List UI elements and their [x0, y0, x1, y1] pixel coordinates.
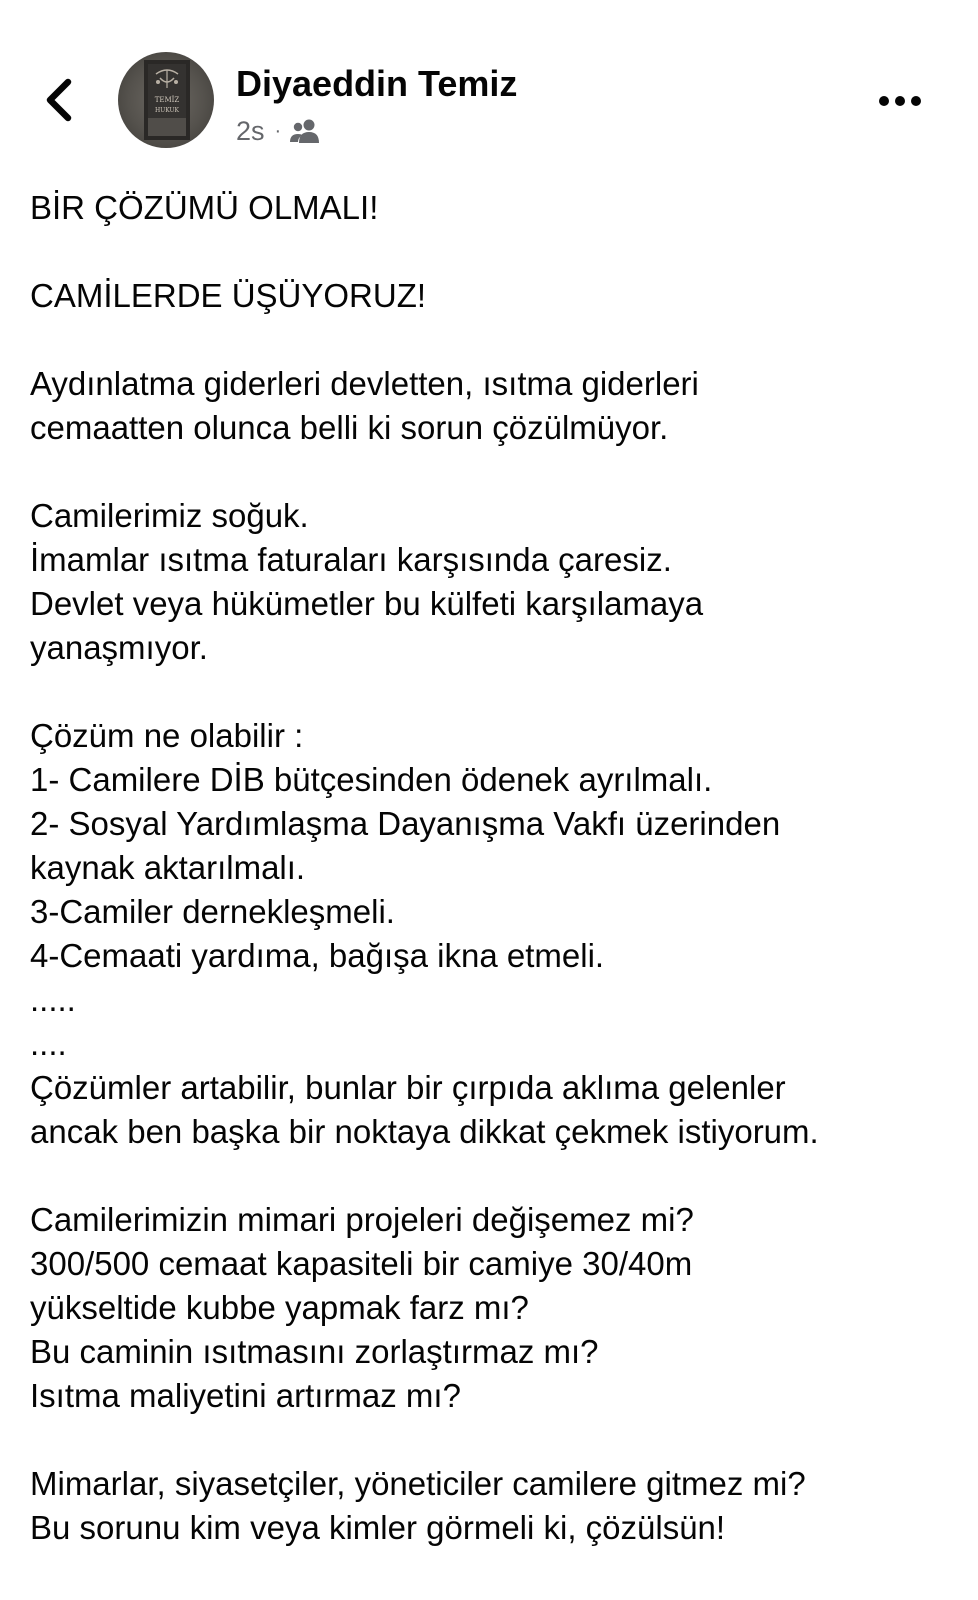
post-line: Bu caminin ısıtmasını zorlaştırmaz mı?	[30, 1333, 599, 1370]
more-options-button[interactable]	[872, 84, 928, 118]
post-line: Çözümler artabilir, bunlar bir çırpıda aklıma gelenler	[30, 1069, 786, 1106]
post-line: Bu sorunu kim veya kimler görmeli ki, çözülsün!	[30, 1509, 726, 1546]
post-line: cemaatten olunca belli ki sorun çözülmüyor.	[30, 409, 669, 446]
post-line: .....	[30, 981, 76, 1018]
post-line: Isıtma maliyetini artırmaz mı?	[30, 1377, 461, 1414]
more-horizontal-icon	[878, 95, 922, 107]
post-line: Camilerimiz soğuk.	[30, 497, 309, 534]
post-text	[30, 186, 960, 1550]
post-line: yükseltide kubbe yapmak farz mı?	[30, 1289, 529, 1326]
post-line: 4-Cemaati yardıma, bağışa ikna etmeli.	[30, 937, 605, 974]
post-line: 3-Camiler dernekleşmeli.	[30, 893, 395, 930]
post-meta	[236, 112, 321, 150]
post-line: BİR ÇÖZÜMÜ OLMALI!	[30, 189, 379, 226]
post-line: İmamlar ısıtma faturaları karşısında çaresiz.	[30, 541, 672, 578]
author-name[interactable]: Diyaeddin Temiz	[236, 63, 518, 104]
chevron-left-icon	[44, 78, 74, 122]
post-line: kaynak aktarılmalı.	[30, 849, 306, 886]
blank-line	[30, 318, 960, 362]
logo-text-bottom: HUKUK	[154, 107, 180, 114]
post-line: Mimarlar, siyasetçiler, yöneticiler camilere gitmez mi?	[30, 1465, 806, 1502]
timestamp[interactable]: 2s	[236, 115, 265, 146]
post-line: ....	[30, 1025, 67, 1062]
logo-text-top: TEMİZ	[154, 96, 180, 104]
post-line: ancak ben başka bir noktaya dikkat çekmek istiyorum.	[30, 1113, 819, 1150]
friends-icon[interactable]	[289, 118, 321, 144]
post-line: CAMİLERDE ÜŞÜYORUZ!	[30, 277, 427, 314]
post-line: Devlet veya hükümetler bu külfeti karşılamaya	[30, 585, 704, 622]
blank-line	[30, 1154, 960, 1198]
blank-line	[30, 230, 960, 274]
post-line: 2- Sosyal Yardımlaşma Dayanışma Vakfı üzerinden	[30, 805, 781, 842]
post-line: Çözüm ne olabilir :	[30, 717, 304, 754]
post-header	[0, 0, 978, 170]
post-line: Camilerimizin mimari projeleri değişemez mi?	[30, 1201, 694, 1238]
post-line: 300/500 cemaat kapasiteli bir camiye 30/40m	[30, 1245, 693, 1282]
meta-separator: ·	[274, 119, 282, 142]
post-line: Aydınlatma giderleri devletten, ısıtma giderleri	[30, 365, 699, 402]
avatar[interactable]	[118, 52, 214, 148]
back-button[interactable]	[34, 72, 84, 128]
blank-line	[30, 450, 960, 494]
blank-line	[30, 670, 960, 714]
page-logo-avatar	[118, 52, 214, 148]
post-line: 1- Camilere DİB bütçesinden ödenek ayrılmalı.	[30, 761, 713, 798]
post-line: yanaşmıyor.	[30, 629, 208, 666]
blank-line	[30, 1418, 960, 1462]
